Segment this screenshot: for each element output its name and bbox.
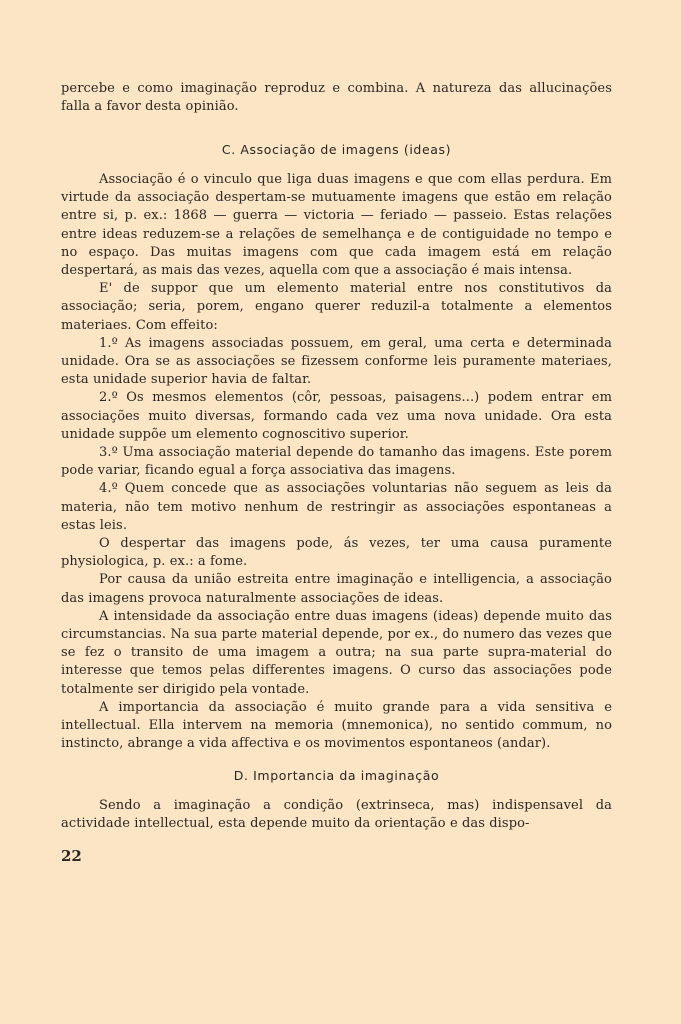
paragraph: percebe e como imaginação reproduz e combina. A natureza das allucinações falla a favor desta opinião. [61,81,612,115]
section-c-body [61,171,612,754]
page-number: 22 [61,847,82,865]
section-d-body [61,797,612,833]
paragraph: 3.º Uma associação material depende do tamanho das imagens. Este porem pode variar, ficando egual a força associativa das imagens. [61,445,612,479]
paragraph: A intensidade da associação entre duas imagens (ideas) depende muito das circumstancias. Na sua parte material depende, por ex., do numero das vezes que se fez o transito de uma imagem a outra; na sua parte supra-material do interesse que temos pelas differentes imagens. O curso das associações pode totalmente ser dirigido pela vontade. [61,608,612,697]
paragraph: 1.º As imagens associadas possuem, em geral, uma certa e determinada unidade. Ora se as associações se fizessem conforme leis puramente materiaes, esta unidade superior havia de faltar. [61,335,612,388]
paragraph: Por causa da união estreita entre imaginação e intelligencia, a associação das imagens provoca naturalmente associações de ideas. [61,572,612,606]
paragraph: E' de suppor que um elemento material entre nos constitutivos da associação; seria, porem, engano querer reduzil-a totalmente a elementos materiaes. Com effeito: [61,281,612,333]
paragraph: O despertar das imagens pode, ás vezes, ter uma causa puramente physiologica, p. ex.: a fome. [61,536,612,570]
paragraph: A importancia da associação é muito grande para a vida sensitiva e intellectual. Ella intervem na memoria (mnemonica), no sentido commum, no instincto, abrange a vida affectiva e os movimentos espontaneos (andar). [61,699,612,752]
paragraph: Associação é o vinculo que liga duas imagens e que com ellas perdura. Em virtude da associação despertam-se mutuamente imagens que estão em relação entre si, p. ex.: 1868 — guerra — victoria — feriado — passeio. Estas relações entre ideas reduzem-se a relações de semelhança e de contiguidade no tempo e no espaço. Das muitas imagens com que cada imagem está em relação despertará, as mais das vezes, aquella com que a associação é mais intensa. [61,172,612,279]
section-heading-c: C. Associação de imagens (ideas) [221,142,452,157]
continuation-paragraph-block [61,80,612,116]
paragraph: 4.º Quem concede que as associações voluntarias não seguem as leis da materia, não tem motivo nenhum de restringir as associações espontaneas a estas leis. [61,481,612,533]
paragraph: Sendo a imaginação a condição (extrinseca, mas) indispensavel da actividade intellectual, esta depende muito da orientação e das dispo- [61,798,612,832]
paragraph: 2.º Os mesmos elementos (côr, pessoas, paisagens...) podem entrar em associações muito diversas, formando cada vez uma nova unidade. Ora esta unidade suppõe um elemento cognoscitivo superior. [61,390,612,442]
section-heading-d: D. Importancia da imaginação [233,768,440,783]
